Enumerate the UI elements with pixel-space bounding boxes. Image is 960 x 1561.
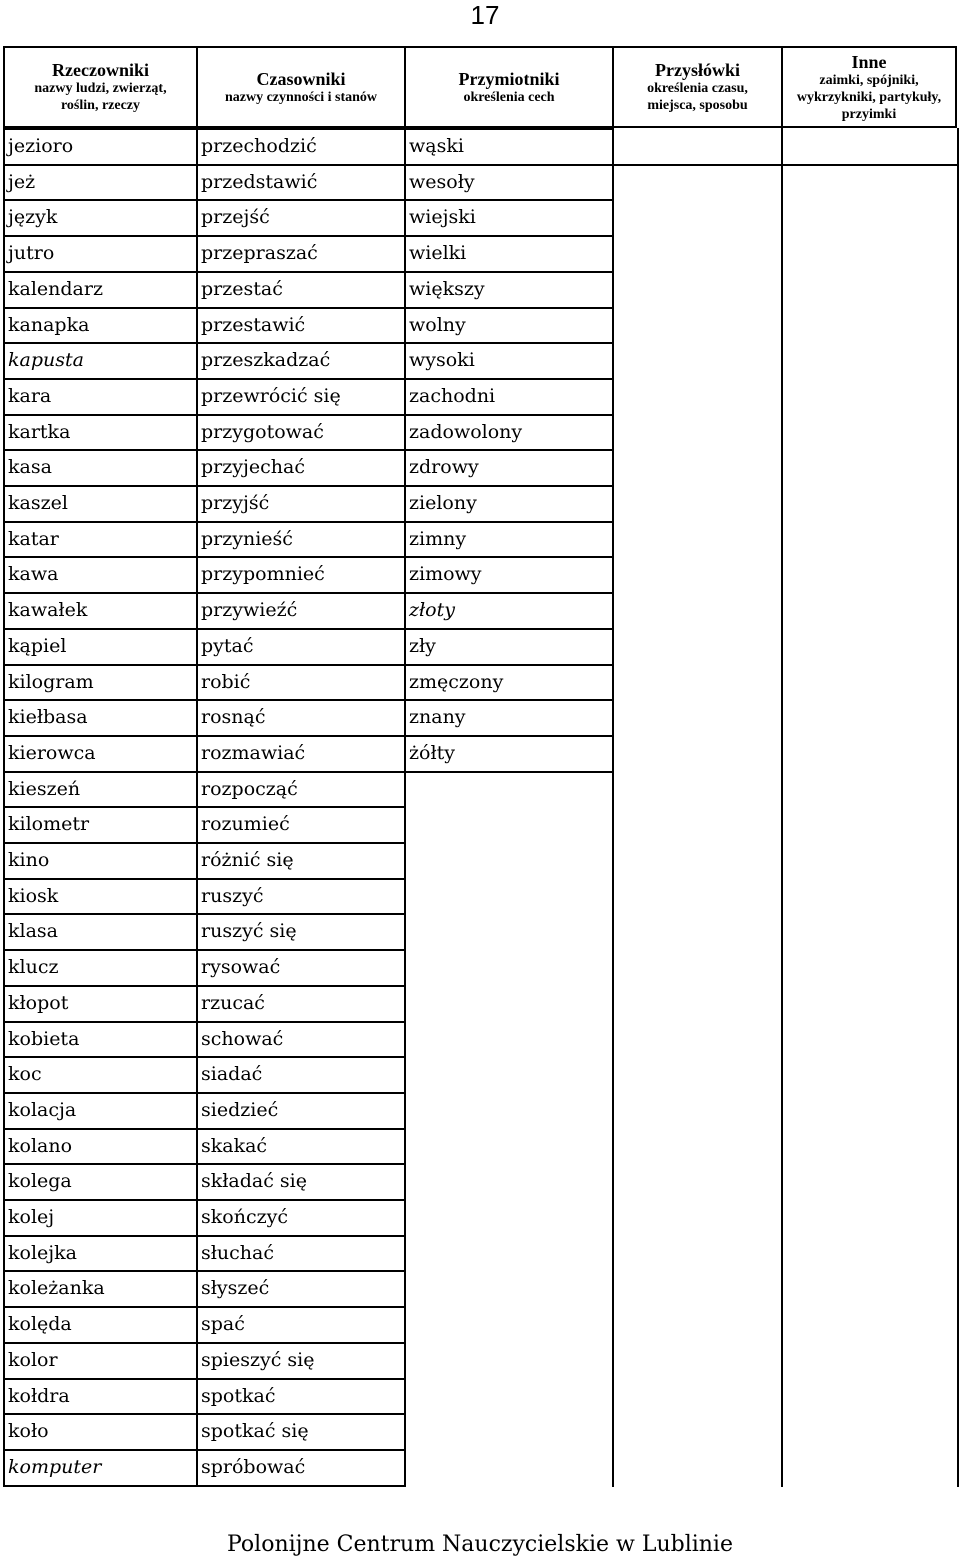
header-subtitle: zaimki, spójniki, wykrzykniki, partykuły, przyimki — [796, 72, 942, 122]
header-subtitle: nazwy ludzi, zwierząt, roślin, rzeczy — [34, 81, 167, 113]
noun-cell: kartka — [8, 421, 71, 443]
noun-cell: kilometr — [8, 813, 90, 835]
header-verbs — [196, 46, 406, 128]
adjective-cell: złoty — [409, 599, 455, 621]
noun-cell: jezioro — [8, 135, 74, 157]
adjective-cell: wąski — [409, 135, 464, 157]
table-column-divider — [404, 128, 406, 1487]
header-others — [781, 46, 957, 128]
noun-cell: kłopot — [8, 992, 69, 1014]
verb-cell: przygotować — [201, 421, 324, 443]
verb-cell: przewrócić się — [201, 385, 341, 407]
adjective-cell: wielki — [409, 242, 467, 264]
noun-cell: kaszel — [8, 492, 68, 514]
noun-cell: koleżanka — [8, 1277, 105, 1299]
verb-cell: rosnąć — [201, 706, 266, 728]
header-subtitle: określenia cech — [463, 89, 555, 105]
verb-cell: słuchać — [201, 1242, 274, 1264]
adjective-cell: wysoki — [409, 349, 475, 371]
adjective-cell: zadowolony — [409, 421, 523, 443]
table-column-divider — [612, 128, 614, 1487]
verb-cell: siedzieć — [201, 1099, 279, 1121]
verb-cell: siadać — [201, 1063, 263, 1085]
noun-cell: kobieta — [8, 1028, 80, 1050]
table-column-divider — [3, 128, 5, 1487]
verb-cell: przepraszać — [201, 242, 318, 264]
noun-cell: koło — [8, 1420, 49, 1442]
header-nouns — [3, 46, 198, 128]
verb-cell: przechodzić — [201, 135, 317, 157]
verb-cell: spotkać się — [201, 1420, 309, 1442]
adjective-cell: wiejski — [409, 206, 476, 228]
verb-cell: przestawić — [201, 314, 306, 336]
header-adjectives — [404, 46, 614, 128]
verb-cell: spieszyć się — [201, 1349, 315, 1371]
noun-cell: kalendarz — [8, 278, 103, 300]
verb-cell: rozumieć — [201, 813, 290, 835]
noun-cell: kawałek — [8, 599, 88, 621]
table-column-divider — [196, 128, 198, 1487]
noun-cell: kolej — [8, 1206, 55, 1228]
verb-cell: rysować — [201, 956, 281, 978]
verb-cell: spotkać — [201, 1385, 276, 1407]
header-adverbs — [612, 46, 783, 128]
verb-cell: rzucać — [201, 992, 265, 1014]
verb-cell: skończyć — [201, 1206, 288, 1228]
verb-cell: przyjechać — [201, 456, 305, 478]
verb-cell: schować — [201, 1028, 284, 1050]
noun-cell: język — [8, 206, 58, 228]
header-subtitle: nazwy czynności i stanów — [224, 89, 378, 105]
adjective-cell: wesoły — [409, 171, 475, 193]
noun-cell: kołdra — [8, 1385, 70, 1407]
noun-cell: koc — [8, 1063, 42, 1085]
verb-cell: przyjść — [201, 492, 270, 514]
noun-cell: kapusta — [8, 349, 84, 371]
adjective-cell: zmęczony — [409, 671, 504, 693]
verb-cell: różnić się — [201, 849, 294, 871]
noun-cell: kanapka — [8, 314, 90, 336]
verb-cell: przynieść — [201, 528, 293, 550]
table-row-divider — [612, 164, 959, 166]
header-title: Przymiotniki — [458, 68, 560, 89]
adjective-cell: zachodni — [409, 385, 496, 407]
verb-cell: przejść — [201, 206, 270, 228]
verb-cell: składać się — [201, 1170, 307, 1192]
noun-cell: kolano — [8, 1135, 73, 1157]
noun-cell: komputer — [8, 1456, 102, 1478]
adjective-cell: zimny — [409, 528, 467, 550]
verb-cell: przypomnieć — [201, 563, 325, 585]
adjective-cell: zły — [409, 635, 436, 657]
verb-cell: przestać — [201, 278, 283, 300]
verb-cell: rozmawiać — [201, 742, 306, 764]
verb-cell: przywieźć — [201, 599, 298, 621]
noun-cell: kino — [8, 849, 50, 871]
verb-cell: ruszyć się — [201, 920, 297, 942]
noun-cell: kolejka — [8, 1242, 78, 1264]
verb-cell: przeszkadzać — [201, 349, 331, 371]
noun-cell: jutro — [8, 242, 55, 264]
noun-cell: kolega — [8, 1170, 72, 1192]
verb-cell: słyszeć — [201, 1277, 270, 1299]
header-title: Rzeczowniki — [52, 60, 149, 80]
noun-cell: kasa — [8, 456, 52, 478]
page-number: 17 — [470, 0, 500, 30]
noun-cell: kolor — [8, 1349, 58, 1371]
header-title: Czasowniki — [256, 68, 346, 89]
verb-cell: pytać — [201, 635, 254, 657]
noun-cell: kilogram — [8, 671, 94, 693]
header-title: Inne — [851, 51, 887, 72]
noun-cell: katar — [8, 528, 59, 550]
footer-text: Polonijne Centrum Nauczycielskie w Lublinie — [227, 1532, 733, 1557]
noun-cell: kąpiel — [8, 635, 67, 657]
adjective-cell: zimowy — [409, 563, 482, 585]
noun-cell: kieszeń — [8, 778, 81, 800]
table-column-divider — [957, 128, 959, 1487]
adjective-cell: zielony — [409, 492, 477, 514]
noun-cell: kara — [8, 385, 52, 407]
noun-cell: jeż — [8, 171, 36, 193]
header-title: Przysłówki — [655, 60, 740, 80]
verb-cell: rozpocząć — [201, 778, 298, 800]
adjective-cell: znany — [409, 706, 466, 728]
noun-cell: klucz — [8, 956, 59, 978]
verb-cell: przedstawić — [201, 171, 318, 193]
verb-cell: robić — [201, 671, 251, 693]
noun-cell: kawa — [8, 563, 59, 585]
adjective-cell: większy — [409, 278, 485, 300]
verb-cell: spróbować — [201, 1456, 306, 1478]
verb-cell: ruszyć — [201, 885, 264, 907]
noun-cell: klasa — [8, 920, 58, 942]
adjective-cell: żółty — [409, 742, 455, 764]
noun-cell: kolacja — [8, 1099, 77, 1121]
verb-cell: skakać — [201, 1135, 268, 1157]
noun-cell: kiosk — [8, 885, 59, 907]
noun-cell: kierowca — [8, 742, 96, 764]
noun-cell: kolęda — [8, 1313, 72, 1335]
header-subtitle: określenia czasu, miejsca, sposobu — [647, 81, 748, 113]
adjective-cell: wolny — [409, 314, 466, 336]
verb-cell: spać — [201, 1313, 245, 1335]
noun-cell: kiełbasa — [8, 706, 88, 728]
table-column-divider — [781, 128, 783, 1487]
adjective-cell: zdrowy — [409, 456, 479, 478]
